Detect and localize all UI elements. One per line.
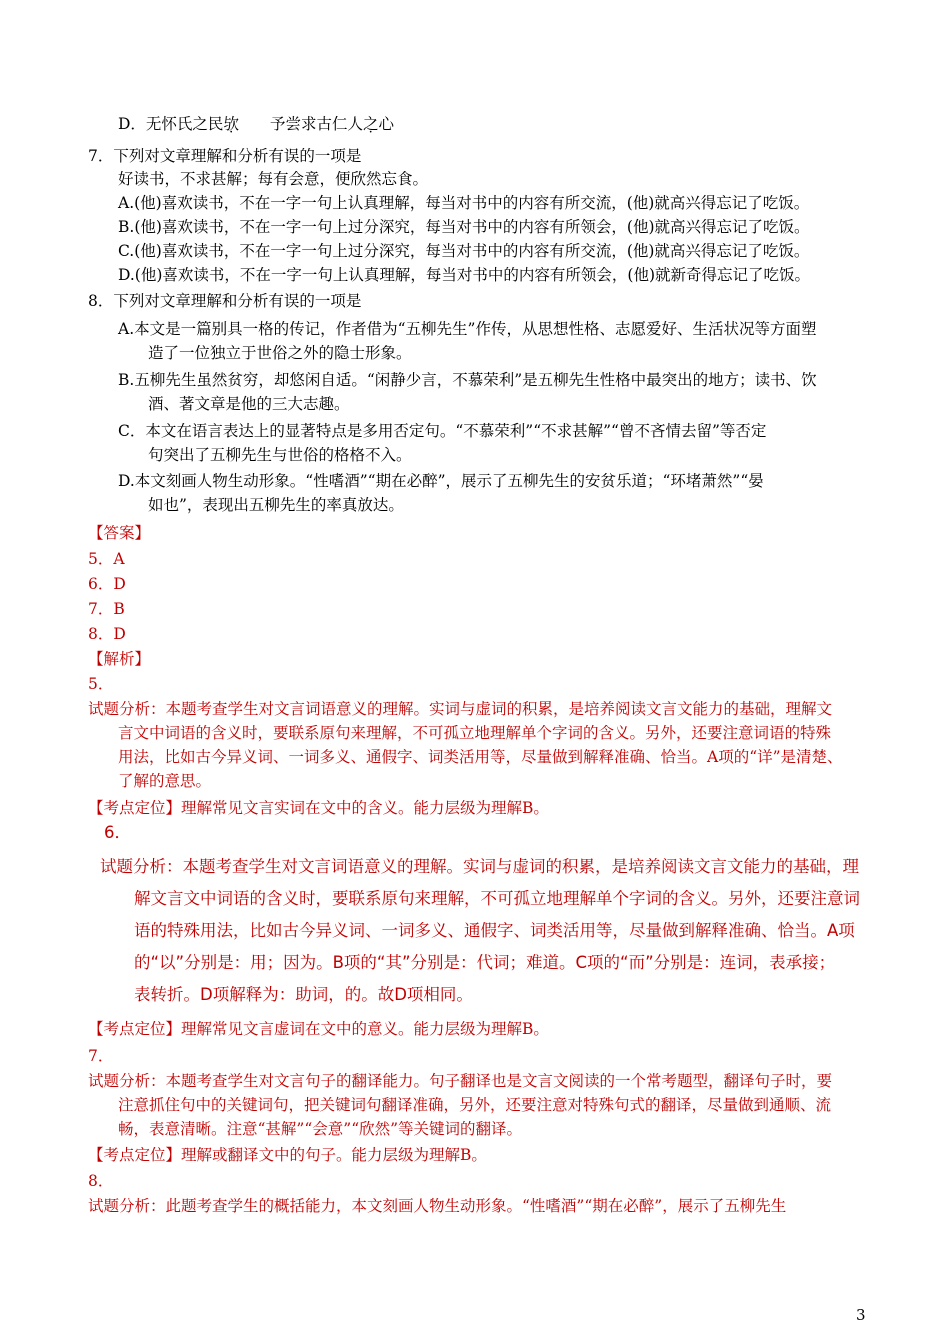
- q8-option-c-line1: C．本文在语言表达上的显著特点是多用否定句。“不慕荣利”“不求甚解”“曾不吝情去留”等否定: [118, 422, 767, 440]
- q7-option-d: D.(他)喜欢读书，不在一字一句上认真理解，每当对书中的内容有所领会，(他)就新奇得忘记了吃饭。: [118, 266, 810, 284]
- analysis-6-line: 解文言文中词语的含义时，要联系原句来理解，不可孤立地理解单个字词的含义。另外，还要注意词: [134, 889, 860, 908]
- analysis-5-line: 用法，比如古今异义词、一词多义、通假字、词类活用等，尽量做到解释准确、恰当。A项的“详”是清楚、: [118, 748, 843, 766]
- answer-header: 【答案】: [88, 524, 151, 542]
- q6-option-d-emphasis-2: 之: [362, 115, 379, 133]
- q7-option-a: A.(他)喜欢读书，不在一字一句上认真理解，每当对书中的内容有所交流，(他)就高兴得忘记了吃饭。: [118, 194, 810, 212]
- page-number: 3: [856, 1306, 866, 1324]
- q6-option-d-text-a: D．无怀氏之民: [118, 115, 224, 133]
- q8-option-d-line2: 如也”，表现出五柳先生的率真放达。: [148, 496, 404, 514]
- q8-option-a-line1: A.本文是一篇别具一格的传记，作者借为“五柳先生”作传，从思想性格、志愿爱好、生活状况等方面塑: [118, 320, 817, 338]
- analysis-6-line: 试题分析：本题考查学生对文言词语意义的理解。实词与虚词的积累，是培养阅读文言文能力的基础，理: [100, 857, 859, 876]
- q6-option-d-text-c: 心: [378, 115, 394, 133]
- analysis-5-number: 5．: [88, 675, 114, 693]
- answer-item: 7．B: [88, 600, 125, 618]
- q8-option-b-line1: B.五柳先生虽然贫穷，却悠闲自适。“闲静少言，不慕荣利”是五柳先生性格中最突出的地方；读书、饮: [118, 371, 817, 389]
- analysis-6-number: 6．: [104, 823, 131, 842]
- analysis-5-line: 言文中词语的含义时，要联系原句来理解，不可孤立地理解单个字词的含义。另外，还要注意词语的特殊: [118, 724, 832, 742]
- q7-quote: 好读书，不求甚解；每有会意，便欣然忘食。: [118, 170, 429, 188]
- q8-option-c-line2: 句突出了五柳先生与世俗的格格不入。: [148, 446, 412, 464]
- q8-stem: 8．下列对文章理解和分析有误的一项是: [88, 292, 362, 310]
- q8-option-b-line2: 酒、著文章是他的三大志趣。: [148, 395, 350, 413]
- analysis-8-number: 8．: [88, 1172, 114, 1190]
- q6-option-d-emphasis-1: 欤: [223, 115, 239, 133]
- answer-item: 6．D: [88, 575, 126, 593]
- analysis-6-line: 语的特殊用法，比如古今异义词、一词多义、通假字、词类活用等，尽量做到解释准确、恰当。A项: [134, 921, 855, 940]
- analysis-8-line: 试题分析：此题考查学生的概括能力，本文刻画人物生动形象。“性嗜酒”“期在必醉”，展示了五柳先生: [88, 1197, 787, 1215]
- analysis-5-line: 了解的意思。: [118, 772, 212, 790]
- analysis-header: 【解析】: [88, 650, 151, 668]
- analysis-7-line: 畅，表意清晰。注意“甚解”“会意”“欣然”等关键词的翻译。: [118, 1120, 523, 1138]
- analysis-7-number: 7．: [88, 1047, 114, 1065]
- analysis-5-kaodian: 【考点定位】理解常见文言实词在文中的含义。能力层级为理解B。: [88, 799, 549, 817]
- analysis-7-line: 试题分析：本题考查学生对文言句子的翻译能力。句子翻译也是文言文阅读的一个常考题型，翻译句子时，要: [88, 1072, 833, 1090]
- analysis-5-line: 试题分析：本题考查学生对文言词语意义的理解。实词与虚词的积累，是培养阅读文言文能力的基础，理解文: [88, 700, 833, 718]
- answer-item: 5．A: [88, 550, 125, 568]
- analysis-6-kaodian: 【考点定位】理解常见文言虚词在文中的意义。能力层级为理解B。: [88, 1020, 549, 1038]
- q7-option-c: C.(他)喜欢读书，不在一字一句上过分深究，每当对书中的内容有所交流，(他)就高兴得忘记了吃饭。: [118, 242, 810, 260]
- q7-option-b: B.(他)喜欢读书，不在一字一句上过分深究，每当对书中的内容有所领会，(他)就高兴得忘记了吃饭。: [118, 218, 810, 236]
- q7-stem: 7．下列对文章理解和分析有误的一项是: [88, 147, 362, 165]
- answer-item: 8．D: [88, 625, 126, 643]
- q6-option-d: [118, 113, 394, 135]
- analysis-7-line: 注意抓住句中的关键词句，把关键词句翻译准确，另外，还要注意对特殊句式的翻译，尽量做到通顺、流: [118, 1096, 832, 1114]
- q6-option-d-text-b: 予尝求古仁人: [238, 115, 363, 133]
- analysis-6-line: 表转折。D项解释为：助词，的。故D项相同。: [134, 985, 473, 1004]
- q8-option-d-line1: D.本文刻画人物生动形象。“性嗜酒”“期在必醉”，展示了五柳先生的安贫乐道；“环堵萧然”“晏: [118, 472, 764, 490]
- q8-option-a-line2: 造了一位独立于世俗之外的隐士形象。: [148, 344, 412, 362]
- analysis-7-kaodian: 【考点定位】理解或翻译文中的句子。能力层级为理解B。: [88, 1146, 487, 1164]
- analysis-6-line: 的“以”分别是：用；因为。B项的“其”分别是：代词；难道。C项的“而”分别是：连词，表承接；: [134, 953, 836, 972]
